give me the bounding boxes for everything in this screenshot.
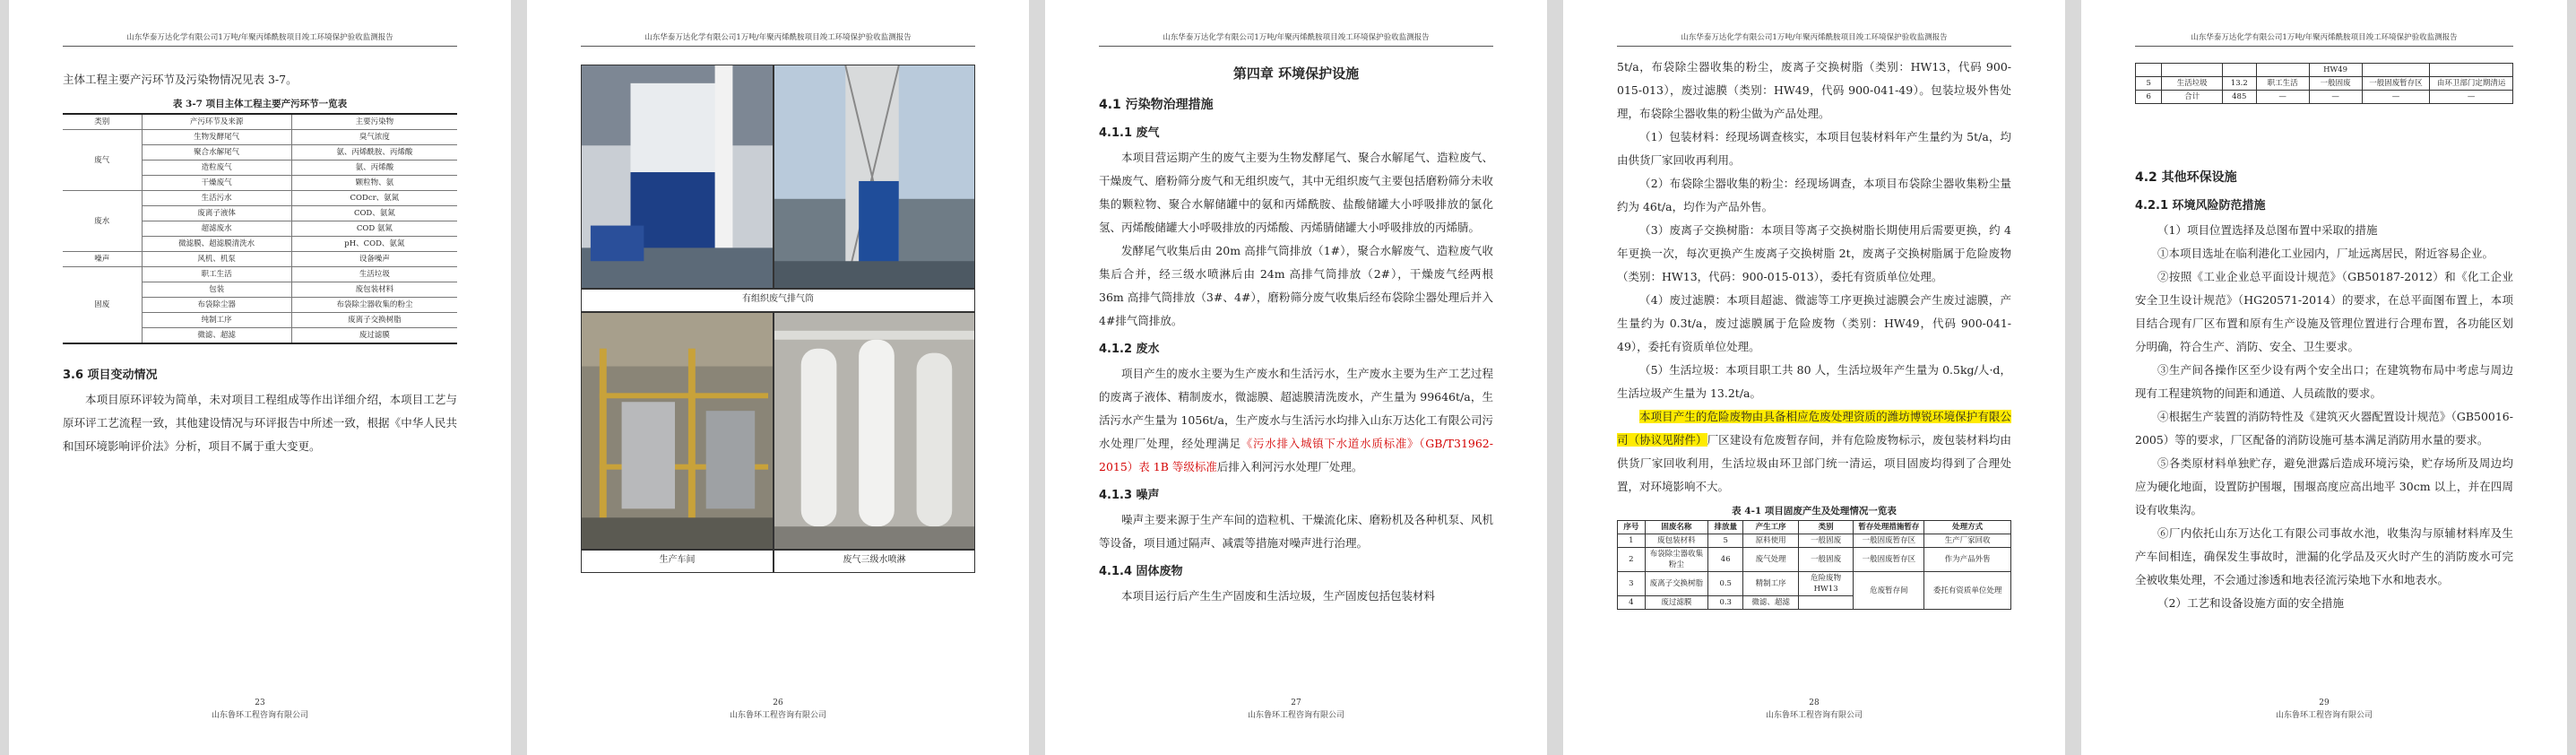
table-cell: 1: [1618, 534, 1646, 548]
body-paragraph: （5）生活垃圾：本项目职工共 80 人，生活垃圾年产生量为 0.5kg/人·d，生活垃圾产生量为 13.2t/a。: [1617, 363, 2011, 400]
table-cell: 造粒废气: [142, 161, 291, 176]
page-header: 山东华泰万达化学有限公司1万吨/年聚丙烯酰胺项目竣工环境保护验收监测报告: [1617, 32, 2011, 47]
table-cell: 颗粒物、氨: [291, 176, 457, 191]
table-cell: HW49: [2309, 64, 2362, 77]
body-paragraph: 发酵尾气收集后由 20m 高排气筒排放（1#），聚合水解废气、造粒废气收集后合并，经三级水喷淋后由 24m 高排气筒排放（2#），干燥废气经两根 36m 高排气筒排放（3#、4#），磨粉筛分废气收集后经布袋除尘器处理后并入 4#排气筒排放。: [1099, 244, 1493, 327]
list-item: ⑥厂内依托山东万达化工有限公司事故水池，收集沟与原辅材料库及生产车间相连，确保发生事故时，泄漏的化学品及灭火时产生的消防废水可完全被收集处理，不会通过渗透和地表径流污染地下水和地表水。: [2135, 526, 2513, 586]
page-number: 23: [255, 699, 265, 707]
page-content: [2135, 56, 2513, 615]
table-cell: [2256, 64, 2309, 77]
page-27: [1045, 0, 1547, 755]
page-header: 山东华泰万达化学有限公司1万吨/年聚丙烯酰胺项目竣工环境保护验收监测报告: [63, 32, 457, 47]
table-cell: COD、氨氮: [291, 206, 457, 221]
page-29: [2081, 0, 2567, 755]
page-number: 26: [773, 699, 783, 707]
list-item: ①本项目选址在临利港化工业园内，厂址远离居民，附近容易企业。: [2157, 247, 2494, 260]
standard-reference: 《污水排入城镇下水道水质标准》（GB/T31962-2015）表 1B 等级标准: [1099, 437, 1493, 473]
table-cell: 微滤、超滤: [142, 328, 291, 344]
table-cell: [2430, 64, 2513, 77]
photo-caption: 有组织废气排气筒: [581, 289, 975, 312]
table-header: 产生工序: [1743, 521, 1798, 534]
table-row: [2136, 64, 2513, 77]
page-number: 28: [1809, 699, 1820, 707]
table-cell: 485: [2222, 91, 2256, 104]
body-paragraph: （3）废离子交换树脂：本项目等离子交换树脂长期使用后需要更换，约 4 年更换一次，每次更换产生废离子交换树脂 2t，废离子交换树脂属于危险废物（类别：HW13，代码：900-015-013），委托有资质单位处理。: [1617, 223, 2011, 283]
table-cell: 一般固废: [2309, 77, 2362, 91]
table-row: [2136, 77, 2513, 91]
table-cell: 风机、机泵: [142, 252, 291, 267]
body-paragraph: （4）废过滤膜：本项目超滤、微滤等工序更换过滤膜会产生废过滤膜，产生量约为 0.3t/a，废过滤膜属于危险废物（类别：HW49，代码 900-041-49），委托有资质单位处理。: [1617, 293, 2011, 353]
subsection-heading: 4.1.1 废气: [1099, 126, 1160, 140]
table-cell: 微滤膜、超滤膜清洗水: [142, 237, 291, 252]
list-item: ②按照《工业企业总平面设计规范》（GB50187-2012）和《化工企业安全卫生设计规范》（HG20571-2014）的要求，在总平面图布置上，本项目结合现有厂区布置和原有生产设施及管理位置进行合理布置，各功能区划分明确，符合生产、消防、安全、卫生要求。: [2135, 270, 2513, 353]
table-row: [63, 267, 457, 282]
table-cell: 5: [2136, 77, 2162, 91]
table-cell: 废气处理: [1743, 548, 1798, 572]
page-header: 山东华泰万达化学有限公司1万吨/年聚丙烯酰胺项目竣工环境保护验收监测报告: [581, 32, 975, 47]
table-cell: 一般固废暂存区: [1854, 534, 1924, 548]
table-4-1: [1617, 520, 2011, 610]
table-cell: 生产厂家回收: [1924, 534, 2011, 548]
table-cell: 布袋除尘器: [142, 298, 291, 313]
page-number: 29: [2319, 699, 2330, 707]
footer-company: 山东鲁环工程咨询有限公司: [1765, 711, 1863, 720]
table-cell: 废离子交换树脂: [1645, 572, 1707, 596]
table-cell: 一般固废: [1798, 534, 1853, 548]
table-cell: 作为产品外售: [1924, 548, 2011, 572]
body-paragraph: （2）布袋除尘器收集的粉尘：经现场调查，本项目布袋除尘器收集粉尘量约为 46t/a，均作为产品外售。: [1617, 177, 2011, 213]
table-cell: 0.3: [1707, 596, 1743, 610]
subsection-heading: 4.1.3 噪声: [1099, 489, 1160, 502]
body-paragraph: 本项目营运期产生的废气主要为生物发酵尾气、聚合水解尾气、造粒废气、干燥废气、磨粉筛分废气和无组织废气，其中无组织废气主要包括磨粉筛分未收集的颗粒物、聚合水解储罐中的氨和丙烯酰胺、盐酸储罐大小呼吸排放的氯化氢、丙烯酸储罐大小呼吸排放的丙烯酸、丙烯腈储罐大小呼吸排放的丙烯腈。: [1099, 151, 1493, 234]
highlighted-text: 本项目产生的危险废物由具备相应危废处理资质的潍坊博锐环境保护有限公司（协议见附件）: [1617, 410, 2011, 447]
table-3-7: [63, 113, 457, 344]
table-cell: 氨、丙烯酰胺、丙烯酸: [291, 145, 457, 161]
table-cell: 5: [1707, 534, 1743, 548]
subsection-heading: 4.2.1 环境风险防范措施: [2135, 199, 2266, 213]
footer-company: 山东鲁环工程咨询有限公司: [2275, 711, 2373, 720]
table-cell-category: 废水: [63, 191, 142, 252]
table-cell: 臭气浓度: [291, 130, 457, 145]
table-cell: 氨、丙烯酸: [291, 161, 457, 176]
table-cell: [2222, 64, 2256, 77]
table-row: [1618, 572, 2011, 596]
photo-water-spray: [774, 312, 975, 550]
body-paragraph: 本项目原环评较为简单，未对项目工程组成等作出详细介绍，本项目工艺与原环评工艺流程一致，其他建设情况与环评报告中所述一致，根据《中华人民共和国环境影响评价法》分析，项目不属于重大变更。: [63, 393, 457, 453]
table-cell: 合计: [2162, 91, 2222, 104]
table-cell: 危险废物 HW13: [1798, 572, 1853, 596]
table-4-1-continued: [2135, 63, 2513, 104]
page-content: [63, 56, 457, 458]
photo-workshop: [581, 312, 774, 550]
table-header: 主要污染物: [291, 114, 457, 130]
table-cell: 职工生活: [142, 267, 291, 282]
table-cell: 由环卫部门定期清运: [2430, 77, 2513, 91]
table-cell: —: [2309, 91, 2362, 104]
list-item: ④根据生产装置的消防特性及《建筑灭火器配置设计规范》（GB50016-2005）等的要求，厂区配备的消防设施可基本满足消防用水量的要求。: [2135, 410, 2513, 447]
body-paragraph: 本项目运行后产生生产固废和生活垃圾，生产固废包括包装材料: [1121, 589, 1436, 603]
table-header: 产污环节及来源: [142, 114, 291, 130]
table-header: 固废名称: [1645, 521, 1707, 534]
table-cell: 废离子交换树脂: [291, 313, 457, 328]
body-paragraph: [1099, 362, 1493, 479]
table-cell: 微滤、超滤: [1743, 596, 1798, 610]
table-cell: —: [2430, 91, 2513, 104]
photo-caption: 生产车间: [581, 550, 774, 573]
table-cell: 生物发酵尾气: [142, 130, 291, 145]
table-cell: CODcr、氨氮: [291, 191, 457, 206]
table-header: 排放量: [1707, 521, 1743, 534]
table-cell: COD 氨氮: [291, 221, 457, 237]
table-cell: 废离子液体: [142, 206, 291, 221]
paragraph-text: 项目产生的废水主要为生产废水和生活污水，生产废水主要为生产工艺过程的废离子液体、精制废水，微滤膜、超滤膜清洗废水，产生量为 99646t/a，生活污水产生量为 1056t/a，生产废水与生活污水均排入山东万达化工有限公司污水处理厂处理，经处理满足: [1099, 367, 1493, 450]
page-content: [1099, 56, 1493, 608]
table-cell: 聚合水解尾气: [142, 145, 291, 161]
table-cell: 废过滤膜: [291, 328, 457, 344]
table-cell-category: 噪声: [63, 252, 142, 267]
body-paragraph: [1617, 405, 2011, 499]
table-cell: [2162, 64, 2222, 77]
table-cell-category: 固废: [63, 267, 142, 344]
table-cell: 干燥废气: [142, 176, 291, 191]
table-cell: 13.2: [2222, 77, 2256, 91]
table-cell: [2362, 64, 2430, 77]
table-cell: 废包装材料: [291, 282, 457, 298]
table-cell: 精制工序: [1743, 572, 1798, 596]
intro-text: 主体工程主要产污环节及污染物情况见表 3-7。: [63, 73, 298, 86]
section-heading: 4.2 其他环保设施: [2135, 170, 2237, 185]
paragraph-text: 厂区建设有危废暂存间，并有危险废物标示，废包装材料均由供货厂家回收利用，生活垃圾由环卫部门统一清运，项目固废均得到了合理处置，对环境影响不大。: [1617, 433, 2011, 493]
section-heading: 4.1 污染物治理措施: [1099, 98, 1214, 112]
table-cell: 超滤废水: [142, 221, 291, 237]
table-cell: 危废暂存间: [1854, 572, 1924, 610]
body-paragraph: 5t/a，布袋除尘器收集的粉尘，废离子交换树脂（类别：HW13，代码 900-015-013），废过滤膜（类别：HW49，代码 900-041-49）。包装垃圾外售处理，布袋除尘器收集的粉尘做为产品处理。: [1617, 60, 2011, 120]
table-cell: —: [2256, 91, 2309, 104]
table-cell: 委托有资质单位处理: [1924, 572, 2011, 610]
table-cell: 6: [2136, 91, 2162, 104]
table-cell: 生活垃圾: [291, 267, 457, 282]
table-cell: 一般固废暂存区: [2362, 77, 2430, 91]
table-cell: 原料使用: [1743, 534, 1798, 548]
footer-company: 山东鲁环工程咨询有限公司: [729, 711, 826, 720]
table-cell: 废包装材料: [1645, 534, 1707, 548]
table-row: [63, 252, 457, 267]
page-number: 27: [1291, 699, 1301, 707]
subsection-heading: 4.1.4 固体废物: [1099, 565, 1183, 578]
table-cell: pH、COD、氨氮: [291, 237, 457, 252]
table-header: 暂存处理措施暂存: [1854, 521, 1924, 534]
table-cell: 4: [1618, 596, 1646, 610]
page-28: [1563, 0, 2065, 755]
table-cell-category: 废气: [63, 130, 142, 191]
page-header: 山东华泰万达化学有限公司1万吨/年聚丙烯酰胺项目竣工环境保护验收监测报告: [1099, 32, 1493, 47]
table-cell: 布袋除尘器收集粉尘: [1645, 548, 1707, 572]
table-caption: 表 3-7 项目主体工程主要产污环节一览表: [172, 99, 348, 109]
table-cell: 废过滤膜: [1645, 596, 1707, 610]
list-item: ③生产间各操作区至少设有两个安全出口；在建筑物布局中考虑与周边现有工程建筑物的间距和通道、人员疏散的要求。: [2135, 363, 2513, 400]
table-cell: [1798, 596, 1853, 610]
photo-caption: 废气三级水喷淋: [774, 550, 975, 573]
table-row: [63, 130, 457, 145]
table-row: [1618, 548, 2011, 572]
photo-exhaust-tower: [581, 65, 774, 289]
list-item: ⑤各类原材料单独贮存，避免泄露后造成环境污染，贮存场所及周边均应为硬化地面，设置防护围堰，围堰高度应高出地平 30cm 以上，并在四周设有收集沟。: [2135, 456, 2513, 516]
page-content: [1617, 56, 2011, 610]
table-cell: 生活污水: [142, 191, 291, 206]
table-cell: 职工生活: [2256, 77, 2309, 91]
table-cell: [2136, 64, 2162, 77]
page-header: 山东华泰万达化学有限公司1万吨/年聚丙烯酰胺项目竣工环境保护验收监测报告: [2135, 32, 2513, 47]
section-heading: 3.6 项目变动情况: [63, 369, 158, 382]
table-row: [1618, 534, 2011, 548]
table-row: [63, 191, 457, 206]
table-cell: 0.5: [1707, 572, 1743, 596]
table-header: 序号: [1618, 521, 1646, 534]
table-row: [2136, 91, 2513, 104]
paragraph-text: 后排入利河污水处理厂处理。: [1216, 460, 1363, 473]
page-23: [9, 0, 511, 755]
table-cell: 一般固废: [1798, 548, 1853, 572]
body-paragraph: 噪声主要来源于生产车间的造粒机、干燥流化床、磨粉机及各种机泵、风机等设备，项目通过隔声、减震等措施对噪声进行治理。: [1099, 513, 1493, 550]
table-cell: 3: [1618, 572, 1646, 596]
table-header: 类别: [1798, 521, 1853, 534]
footer-company: 山东鲁环工程咨询有限公司: [211, 711, 308, 720]
list-heading: （1）项目位置选择及总图布置中采取的措施: [2157, 223, 2378, 237]
subsection-heading: 4.1.2 废水: [1099, 343, 1160, 356]
table-header-row: [1618, 521, 2011, 534]
table-cell: 2: [1618, 548, 1646, 572]
table-caption: 表 4-1 项目固废产生及处理情况一览表: [1732, 506, 1897, 516]
table-cell: —: [2362, 91, 2430, 104]
table-header: 处理方式: [1924, 521, 2011, 534]
table-cell: 一般固废暂存区: [1854, 548, 1924, 572]
table-cell: 生活垃圾: [2162, 77, 2222, 91]
table-header-row: [63, 114, 457, 130]
table-cell: 包装: [142, 282, 291, 298]
table-header: 类别: [63, 114, 142, 130]
page-26: [527, 0, 1029, 755]
footer-company: 山东鲁环工程咨询有限公司: [1247, 711, 1344, 720]
table-cell: 46: [1707, 548, 1743, 572]
table-cell: 纯制工序: [142, 313, 291, 328]
list-heading: （2）工艺和设备设施方面的安全措施: [2157, 596, 2344, 610]
table-cell: 设备噪声: [291, 252, 457, 267]
table-cell: 布袋除尘器收集的粉尘: [291, 298, 457, 313]
chapter-title: 第四章 环境保护设施: [1232, 65, 1360, 82]
photo-stack: [774, 65, 975, 289]
body-paragraph: （1）包装材料：经现场调查核实，本项目包装材料年产生量约为 5t/a，均由供货厂家回收再利用。: [1617, 130, 2011, 167]
